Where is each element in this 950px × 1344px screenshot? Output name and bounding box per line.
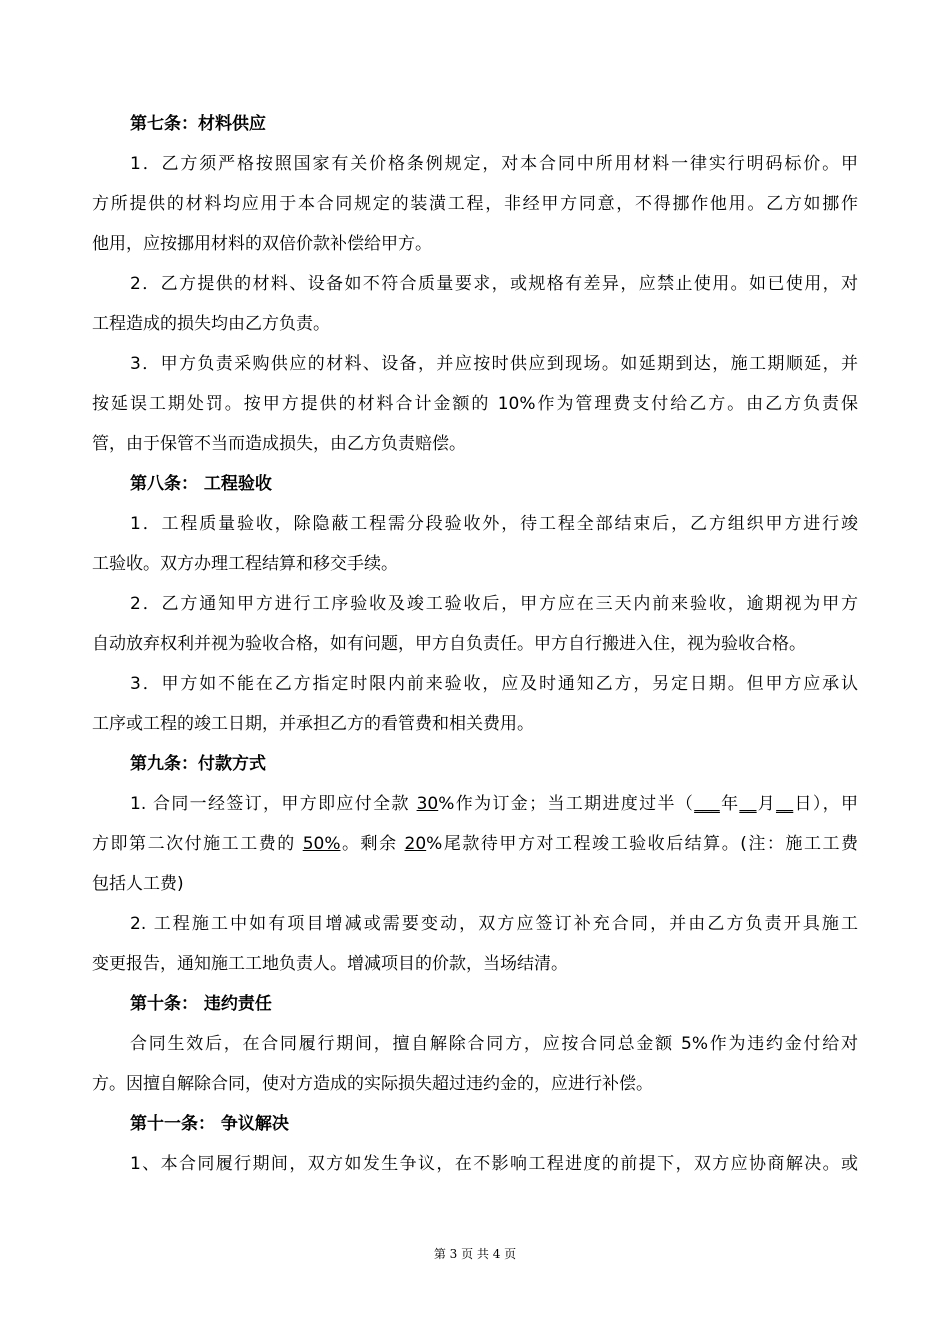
article-9-p1-text-d: 方即第二次付施工工费的: [92, 834, 303, 854]
article-9-p2-line-1: 2. 工程施工中如有项目增减或需要变动，双方应签订补充合同，并由乙方负责开具施工: [130, 914, 858, 934]
article-9-p1-text-c: 日），甲: [793, 794, 859, 814]
article-8-p2-line-2: 自动放弃权利并视为验收合格，如有问题，甲方自负责任。甲方自行搬进入住，视为验收合格。: [92, 634, 806, 654]
article-9-p1-line-2: [92, 824, 858, 864]
article-7-heading: 第七条：材料供应: [130, 114, 266, 134]
article-10-p1-line-1: 合同生效后，在合同履行期间，擅自解除合同方，应按合同总金额 5%作为违约金付给对: [130, 1034, 858, 1054]
article-10-p1-line-2: 方。因擅自解除合同，使对方造成的实际损失超过违约金的，应进行补偿。: [92, 1074, 653, 1094]
day-blank: __: [776, 794, 794, 814]
month-blank: __: [739, 794, 757, 814]
article-8-heading: 第八条： 工程验收: [130, 474, 272, 494]
article-11-heading: 第十一条： 争议解决: [130, 1114, 289, 1134]
article-7-p2-line-1: 2．乙方提供的材料、设备如不符合质量要求，或规格有差异，应禁止使用。如已使用，对: [130, 274, 858, 294]
article-9-p1-text-a: 1. 合同一经签订，甲方即应付全款: [130, 794, 417, 814]
article-7-p1-line-1: 1．乙方须严格按照国家有关价格条例规定，对本合同中所用材料一律实行明码标价。甲: [130, 154, 858, 174]
article-8-p3-line-1: 3．甲方如不能在乙方指定时限内前来验收，应及时通知乙方，另定日期。但甲方应承认: [130, 674, 858, 694]
article-7-p2-line-2: 工程造成的损失均由乙方负责。: [92, 314, 330, 334]
article-7-p3-line-3: 管，由于保管不当而造成损失，由乙方负责赔偿。: [92, 434, 466, 454]
article-9-p1-line-3: 包括人工费): [92, 874, 184, 894]
document-page: [92, 104, 858, 1184]
article-9-p1-text-e: 。剩余: [340, 834, 405, 854]
month-label: 月: [756, 794, 777, 814]
article-9-p1-text-b: %作为订金；当工期进度过半（: [438, 794, 695, 814]
year-label: 年: [719, 794, 740, 814]
article-7-p3-line-2: 按延误工期处罚。按甲方提供的材料合计金额的 10%作为管理费支付给乙方。由乙方负责保: [92, 394, 858, 414]
article-8-p2-line-1: 2．乙方通知甲方进行工序验收及竣工验收后，甲方应在三天内前来验收，逾期视为甲方: [130, 594, 858, 614]
page-footer: 第 3 页 共 4 页: [433, 1247, 517, 1261]
second-payment-percent: 50%: [302, 834, 341, 854]
article-7-p1-line-3: 他用，应按挪用材料的双倍价款补偿给甲方。: [92, 234, 432, 254]
article-9-heading: 第九条：付款方式: [130, 754, 266, 774]
article-9-p2-line-2: 变更报告，通知施工工地负责人。增减项目的价款，当场结清。: [92, 954, 568, 974]
article-8-p3-line-2: 工序或工程的竣工日期，并承担乙方的看管费和相关费用。: [92, 714, 534, 734]
year-blank: ___: [694, 794, 720, 814]
down-payment-percent: 30: [416, 794, 439, 814]
article-9-p1-text-f: %尾款待甲方对工程竣工验收后结算。(注：施工工费: [426, 834, 859, 854]
article-10-heading: 第十条： 违约责任: [130, 994, 272, 1014]
article-9-p1-line-1: [92, 784, 858, 824]
article-7-p1-line-2: 方所提供的材料均应用于本合同规定的装潢工程，非经甲方同意，不得挪作他用。乙方如挪作: [92, 194, 858, 214]
final-payment-percent: 20: [404, 834, 427, 854]
article-8-p1-line-2: 工验收。双方办理工程结算和移交手续。: [92, 554, 398, 574]
article-7-p3-line-1: 3．甲方负责采购供应的材料、设备，并应按时供应到现场。如延期到达，施工期顺延，并: [130, 354, 858, 374]
article-11-p1-line-1: 1、本合同履行期间，双方如发生争议，在不影响工程进度的前提下，双方应协商解决。或: [130, 1154, 858, 1174]
article-8-p1-line-1: 1．工程质量验收，除隐蔽工程需分段验收外，待工程全部结束后，乙方组织甲方进行竣: [130, 514, 858, 534]
